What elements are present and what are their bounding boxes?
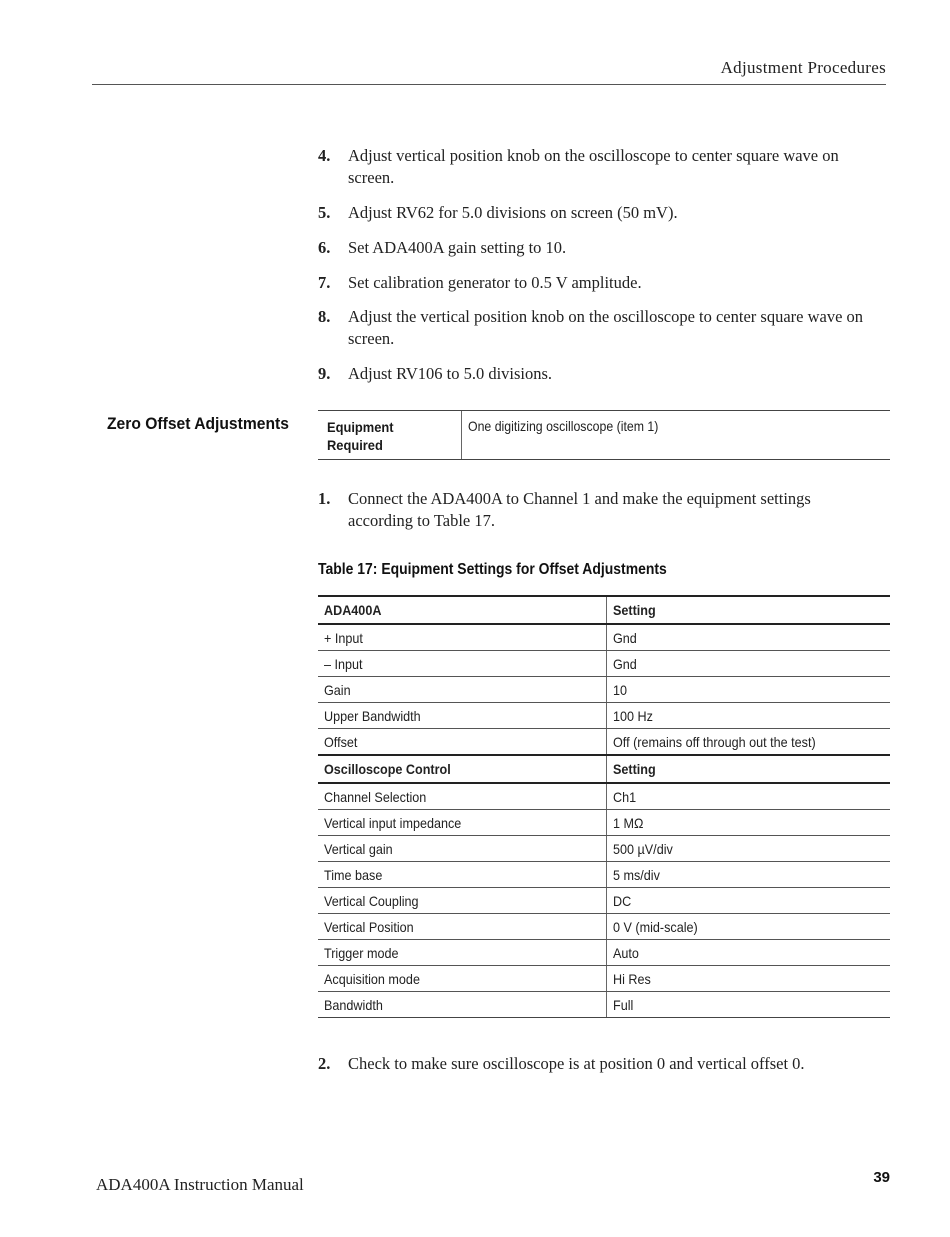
table-row — [318, 862, 890, 888]
table-row — [318, 836, 890, 862]
table-cell: Vertical gain — [318, 836, 606, 862]
table-row — [318, 651, 890, 677]
step-number: 7. — [318, 273, 331, 292]
equipment-divider — [461, 411, 462, 459]
table-row — [318, 992, 890, 1018]
table-header-cell: Setting — [606, 596, 890, 624]
table-row — [318, 729, 890, 756]
table-cell: DC — [606, 888, 890, 914]
step-number: 6. — [318, 238, 331, 257]
table-row — [318, 677, 890, 703]
table-cell: Vertical Coupling — [318, 888, 606, 914]
step-text: Set calibration generator to 0.5 V amplitude. — [348, 273, 642, 292]
table-cell: 10 — [606, 677, 890, 703]
table-cell: Trigger mode — [318, 940, 606, 966]
section-heading: Zero Offset Adjustments — [107, 414, 289, 433]
step-number: 1. — [318, 489, 331, 508]
table-cell: Gnd — [606, 624, 890, 651]
table-cell: Acquisition mode — [318, 966, 606, 992]
step-number: 9. — [318, 364, 331, 383]
running-header-title: Adjustment Procedures — [720, 58, 886, 77]
step-number: 5. — [318, 203, 331, 222]
table-header-cell: Setting — [606, 755, 890, 783]
table-cell: – Input — [318, 651, 606, 677]
table-row — [318, 703, 890, 729]
step-text: Check to make sure oscilloscope is at position 0 and vertical offset 0. — [348, 1054, 805, 1073]
table-cell: 0 V (mid-scale) — [606, 914, 890, 940]
table-header-cell: ADA400A — [318, 596, 606, 624]
table-caption: Table 17: Equipment Settings for Offset Adjustments — [318, 561, 667, 578]
step-text: Adjust vertical position knob on the oscilloscope to center square wave on screen. — [348, 146, 839, 187]
table-cell: Channel Selection — [318, 783, 606, 810]
table-row — [318, 966, 890, 992]
table-cell: Ch1 — [606, 783, 890, 810]
table-header-row — [318, 755, 890, 783]
equipment-required-label: Equipment Required — [327, 419, 394, 453]
table-cell: 1 MΩ — [606, 810, 890, 836]
table-header-row — [318, 596, 890, 624]
table-cell: Auto — [606, 940, 890, 966]
step-text: Set ADA400A gain setting to 10. — [348, 238, 567, 257]
table-cell: Vertical Position — [318, 914, 606, 940]
table-cell: + Input — [318, 624, 606, 651]
table-cell: Gnd — [606, 651, 890, 677]
header-rule — [92, 84, 886, 85]
table-row — [318, 624, 890, 651]
table-cell: 100 Hz — [606, 703, 890, 729]
step-number: 8. — [318, 307, 331, 326]
table-row — [318, 940, 890, 966]
step-text: Connect the ADA400A to Channel 1 and make the equipment settings according to Table 17. — [348, 489, 811, 530]
step-text: Adjust RV62 for 5.0 divisions on screen (50 mV). — [348, 203, 678, 222]
table-row — [318, 888, 890, 914]
equipment-required-box — [318, 410, 890, 460]
step-number: 2. — [318, 1054, 331, 1073]
footer-manual-title: ADA400A Instruction Manual — [96, 1175, 304, 1194]
table-cell: Offset — [318, 729, 606, 756]
page-number: 39 — [873, 1169, 890, 1186]
table-cell: Off (remains off through out the test) — [606, 729, 890, 756]
table-cell: Time base — [318, 862, 606, 888]
table-cell: Hi Res — [606, 966, 890, 992]
table-header-cell: Oscilloscope Control — [318, 755, 606, 783]
table-row — [318, 914, 890, 940]
table-cell: Gain — [318, 677, 606, 703]
table-row — [318, 783, 890, 810]
table-row — [318, 810, 890, 836]
step-text: Adjust RV106 to 5.0 divisions. — [348, 364, 553, 383]
table-cell: Bandwidth — [318, 992, 606, 1018]
table-cell: 5 ms/div — [606, 862, 890, 888]
table-cell: Vertical input impedance — [318, 810, 606, 836]
equipment-required-value: One digitizing oscilloscope (item 1) — [468, 418, 659, 434]
table-cell: Full — [606, 992, 890, 1018]
table-cell: 500 µV/div — [606, 836, 890, 862]
step-number: 4. — [318, 146, 331, 165]
table-cell: Upper Bandwidth — [318, 703, 606, 729]
equipment-settings-table — [318, 595, 890, 1018]
step-text: Adjust the vertical position knob on the oscilloscope to center square wave on screen. — [348, 307, 864, 348]
